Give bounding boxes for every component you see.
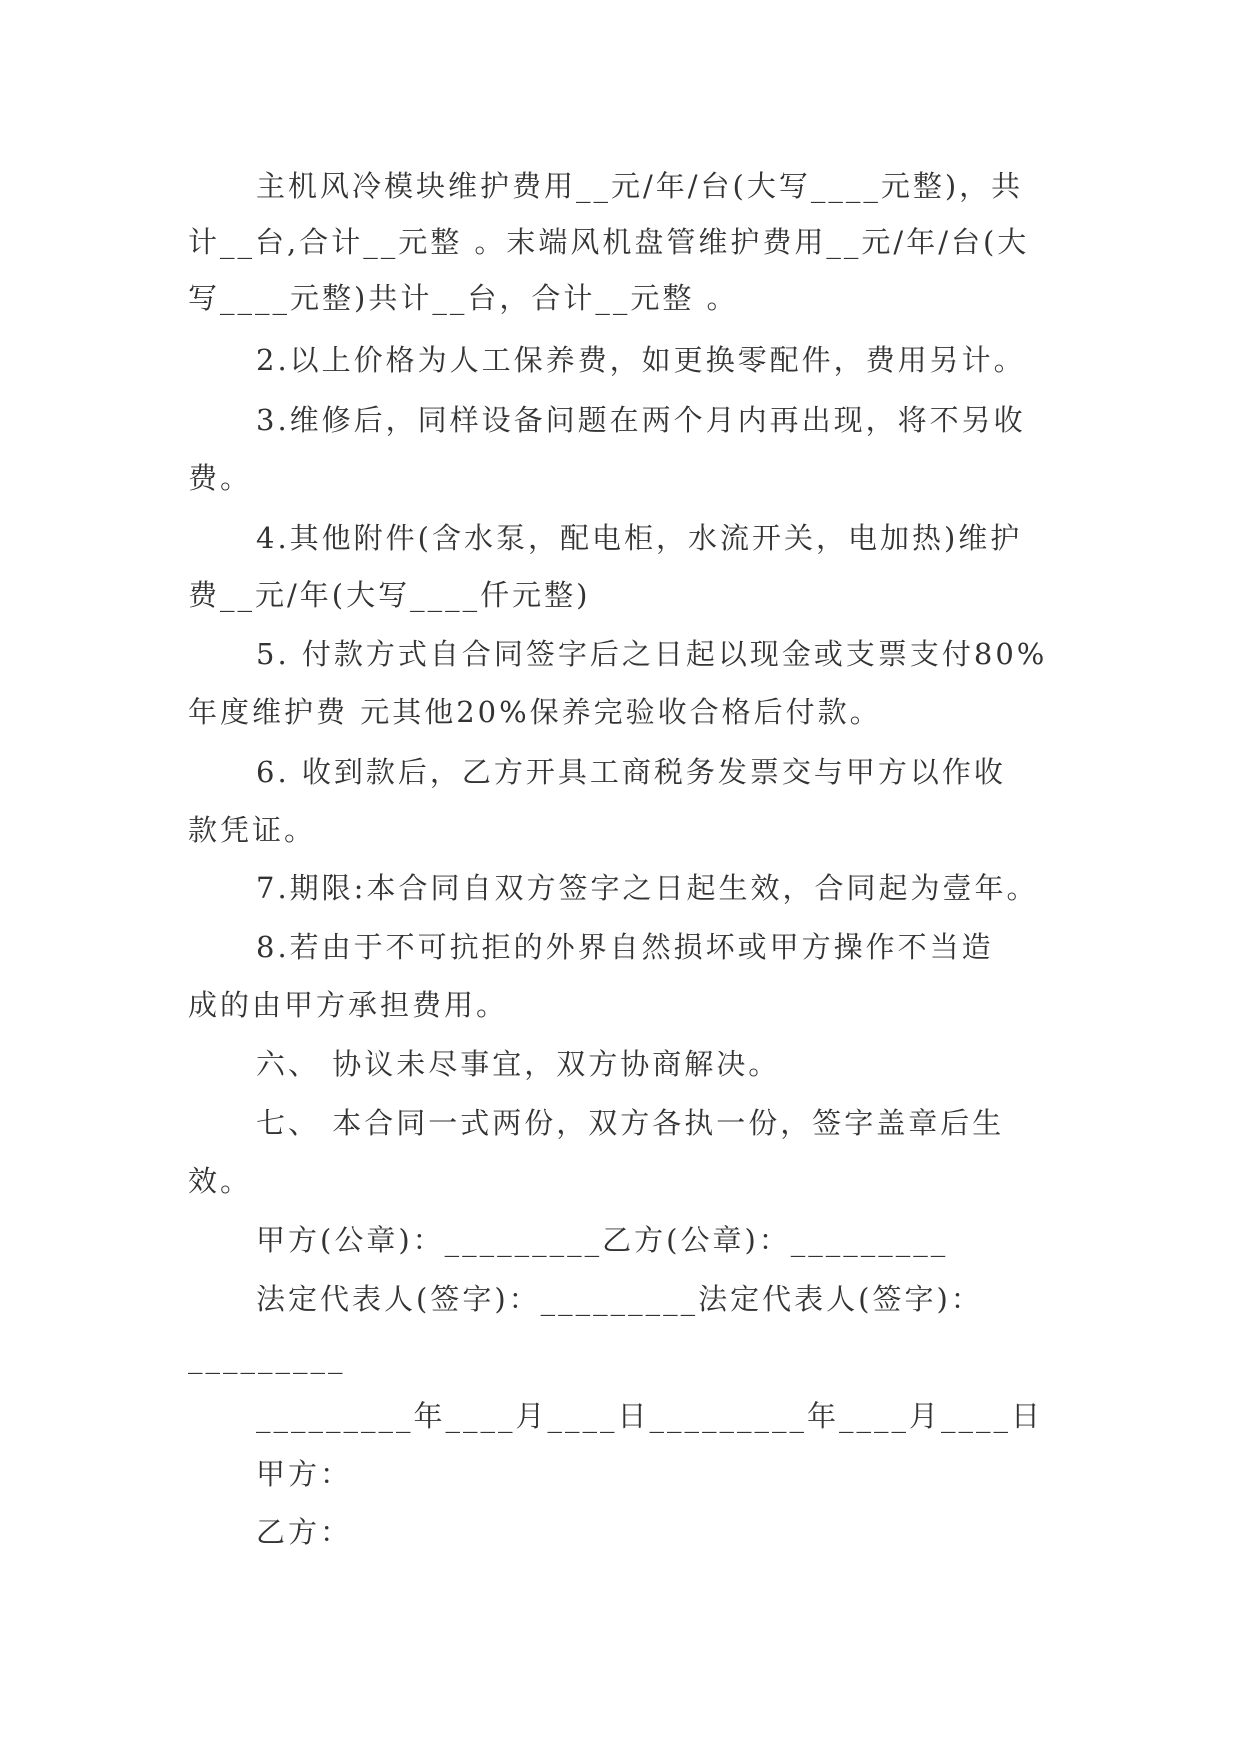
paragraph-line-7: 4.其他附件(含水泵，配电柜，水流开关，电加热)维护: [256, 521, 1023, 555]
paragraph-line-13: 7.期限:本合同自双方签字之日起生效，合同起为壹年。: [256, 871, 1039, 905]
paragraph-line-17: 七、 本合同一式两份，双方各执一份，签字盖章后生: [256, 1106, 1005, 1140]
signature-line-blank: _________: [188, 1340, 346, 1374]
paragraph-line-10: 年度维护费 元其他20%保养完验收合格后付款。: [188, 695, 882, 729]
paragraph-line-15: 成的由甲方承担费用。: [188, 988, 509, 1022]
party-b-line: 乙方：: [256, 1515, 353, 1549]
date-line: _________年____月____日_________年____月____日: [256, 1399, 1044, 1433]
paragraph-line-14: 8.若由于不可抗拒的外界自然损坏或甲方操作不当造: [256, 930, 994, 964]
paragraph-line-8: 费__元/年(大写____仟元整): [188, 578, 591, 612]
paragraph-line-5: 3.维修后，同样设备问题在两个月内再出现，将不另收: [256, 403, 1026, 437]
paragraph-line-3: 写____元整)共计__台，合计__元整 。: [188, 281, 739, 315]
paragraph-line-4: 2.以上价格为人工保养费，如更换零配件，费用另计。: [256, 343, 1026, 377]
paragraph-line-16: 六、 协议未尽事宜，双方协商解决。: [256, 1047, 781, 1081]
paragraph-line-1: 主机风冷模块维护费用__元/年/台(大写____元整)，共: [256, 169, 1024, 203]
paragraph-line-18: 效。: [188, 1164, 253, 1198]
paragraph-line-9: 5. 付款方式自合同签字后之日起以现金或支票支付80%: [256, 637, 1048, 671]
signature-line-representatives: 法定代表人(签字)：_________法定代表人(签字)：: [256, 1282, 983, 1316]
party-a-line: 甲方：: [256, 1457, 353, 1491]
paragraph-line-2: 计__台,合计__元整 。末端风机盘管维护费用__元/年/台(大: [188, 225, 1030, 259]
paragraph-line-11: 6. 收到款后，乙方开具工商税务发票交与甲方以作收: [256, 755, 1006, 789]
signature-line-seals: 甲方(公章)：_________乙方(公章)：_________: [256, 1223, 949, 1257]
paragraph-line-6: 费。: [188, 461, 253, 495]
paragraph-line-12: 款凭证。: [188, 813, 317, 847]
